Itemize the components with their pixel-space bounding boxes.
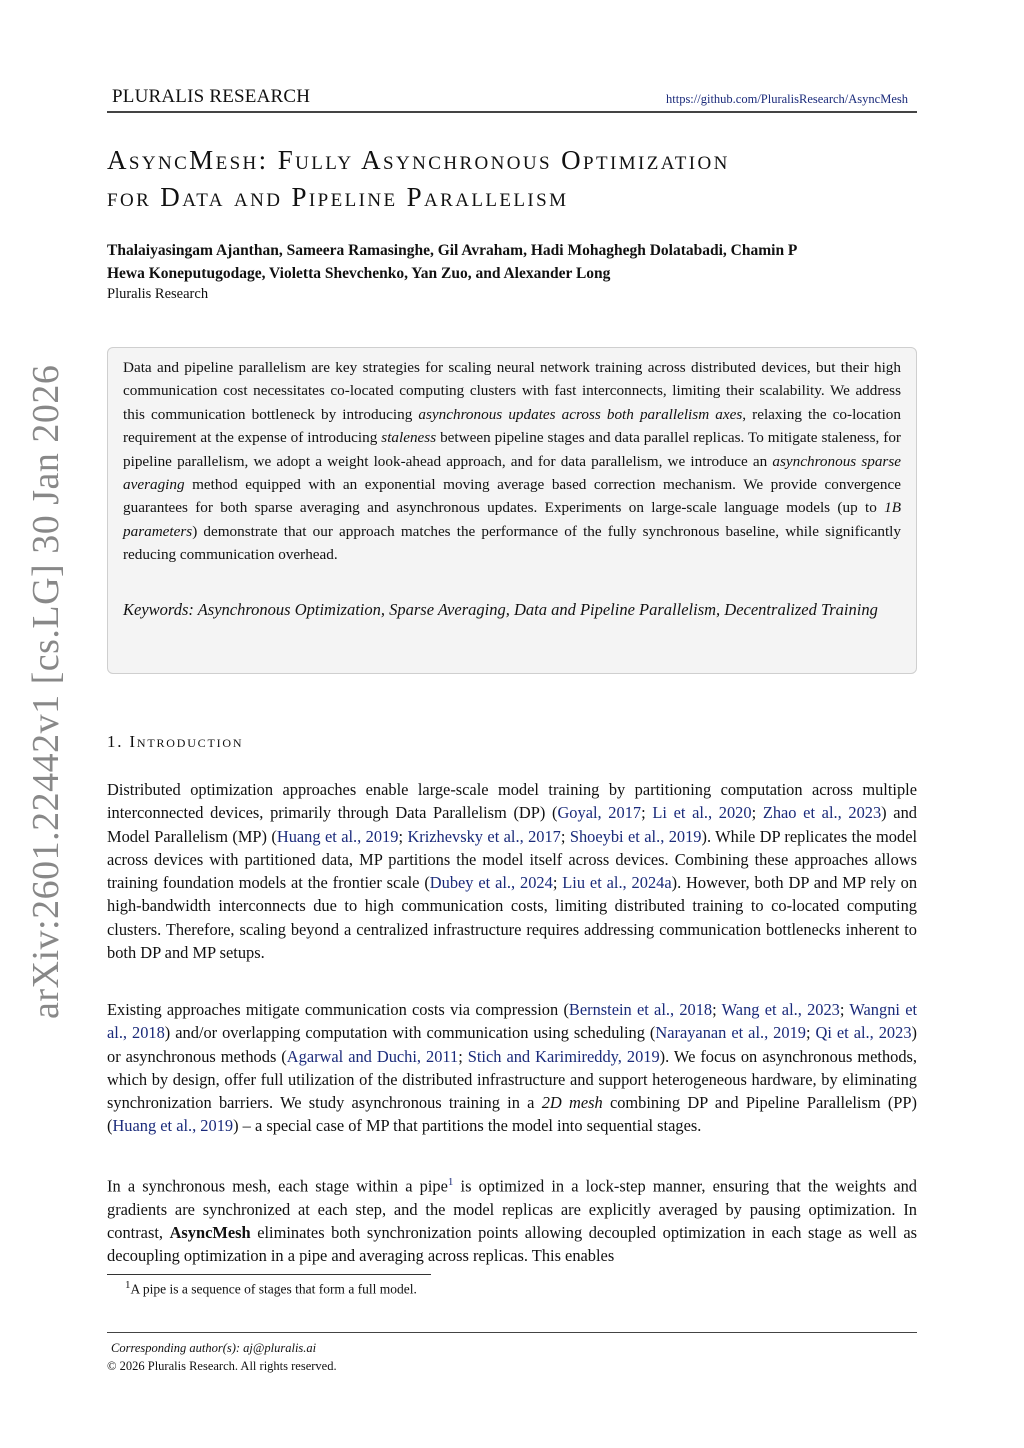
- authors-line-1: Thalaiyasingam Ajanthan, Sameera Ramasinghe, Gil Avraham, Hadi Mohaghegh Dolatabadi, Chamin P: [107, 242, 798, 259]
- footnote-rule: [107, 1274, 431, 1275]
- citation-link[interactable]: Stich and Karimireddy, 2019: [467, 1046, 660, 1066]
- intro-paragraph-2: Existing approaches mitigate communication costs via compression (Bernstein et al., 2018; Wang et al., 2023; Wangni et al., 2018) and/or overlapping computation with communication using scheduling (Narayanan et al., 2019; Qi et al., 2023) or asynchronous methods (Agarwal and Duchi, 2011; Stich and Karimireddy, 2019). We focus on asynchronous methods, which by design, offer full utilization of the distributed infrastructure and support heterogeneous hardware, by eliminating synchronization barriers. We study asynchronous training in a 2D mesh combining DP and Pipeline Parallelism (PP) (Huang et al., 2019) – a special case of MP that partitions the model into sequential stages.: [107, 1000, 918, 1136]
- citation-link[interactable]: Agarwal and Duchi, 2011: [286, 1046, 459, 1066]
- affiliation: Pluralis Research: [107, 286, 209, 302]
- citation-link[interactable]: Wang et al., 2023: [721, 1000, 840, 1019]
- citation-link[interactable]: Liu et al., 2024a: [562, 873, 672, 893]
- citation-link[interactable]: Krizhevsky et al., 2017: [407, 826, 561, 846]
- keywords: Keywords: Asynchronous Optimization, Sparse Averaging, Data and Pipeline Parallelism, Decentralized Training: [123, 599, 878, 619]
- citation-link[interactable]: Huang et al., 2019: [112, 1116, 234, 1136]
- citation-link[interactable]: Goyal, 2017: [557, 803, 642, 823]
- header-url-link[interactable]: https://github.com/PluralisResearch/AsyncMesh: [666, 92, 908, 106]
- citation-link[interactable]: Bernstein et al., 2018: [568, 1000, 713, 1019]
- citation-link[interactable]: Zhao et al., 2023: [762, 803, 882, 823]
- arxiv-side-stamp: arXiv:2601.22442v1 [cs.LG] 30 Jan 2026: [25, 364, 67, 1019]
- section-heading: 1. Introduction: [107, 732, 244, 751]
- citation-link[interactable]: Narayanan et al., 2019: [655, 1023, 806, 1043]
- header-rule: [107, 111, 917, 113]
- paper-title: [107, 142, 917, 216]
- citation-link[interactable]: Dubey et al., 2024: [429, 873, 553, 893]
- intro-paragraph-3: In a synchronous mesh, each stage within a pipe$^1$ is optimized in a lock-step manner, ensuring that the weights and gradients are synchronized at each step, and the model replicas are explicitly averaged by pausing optimization. In contrast, AsyncMesh eliminates both synchronization points allowing decoupled optimization in each stage as well as decoupling optimization in a pipe and averaging across replicas. This enables: [107, 1176, 917, 1266]
- citation-link[interactable]: Shoeybi et al., 2019: [569, 826, 702, 846]
- citation-link[interactable]: Qi et al., 2023: [815, 1023, 912, 1043]
- footer-rule: [107, 1332, 917, 1333]
- header-org: PLURALIS RESEARCH: [112, 86, 311, 107]
- title-line-1: AsyncMesh: Fully Asynchronous Optimization: [107, 145, 730, 175]
- author-list: [107, 239, 907, 285]
- intro-paragraph-1: Distributed optimization approaches enable large-scale model training by partitioning computation across multiple interconnected devices, primarily through Data Parallelism (DP) (Goyal, 2017; Li et al., 2020; Zhao et al., 2023) and Model Parallelism (MP) (Huang et al., 2019; Krizhevsky et al., 2017; Shoeybi et al., 2019). While DP replicates the model across devices with partitioned data, MP partitions the model itself across devices. Combining these approaches allows training foundation models at the frontier scale (Dubey et al., 2024; Liu et al., 2024a). However, both DP and MP rely on high-bandwidth interconnects due to high communication costs, limiting distributed training to co-located computing clusters. Therefore, scaling beyond a centralized infrastructure requires addressing communication bottlenecks inherent to both DP and MP setups.: [107, 780, 918, 963]
- title-line-2: for Data and Pipeline Parallelism: [107, 182, 569, 212]
- authors-line-2: Hewa Koneputugodage, Violetta Shevchenko, Yan Zuo, and Alexander Long: [107, 265, 611, 282]
- footnote: $^1$A pipe is a sequence of stages that form a full model.: [125, 1279, 417, 1297]
- citation-link[interactable]: Huang et al., 2019: [276, 826, 399, 846]
- footnote-marker[interactable]: 1: [447, 1176, 454, 1188]
- citation-link[interactable]: Li et al., 2020: [652, 803, 752, 823]
- abstract-box: [107, 347, 917, 674]
- copyright-notice: © 2026 Pluralis Research. All rights reserved.: [107, 1359, 337, 1373]
- citation-link[interactable]: Wangni et al., 2018: [107, 1000, 918, 1043]
- abstract-text: Data and pipeline parallelism are key strategies for scaling neural network training across distributed devices, but their high communication cost necessitates co-located computing clusters with fast interconnects, limiting their scalability. We address this communication bottleneck by introducing asynchronous updates across both parallelism axes, relaxing the co-location requirement at the expense of introducing staleness between pipeline stages and data parallel replicas. To mitigate staleness, for pipeline parallelism, we adopt a weight look-ahead approach, and for data parallelism, we introduce an asynchronous sparse averaging method equipped with an exponential moving average based correction mechanism. We provide convergence guarantees for both sparse averaging and asynchronous updates. Experiments on large-scale language models (up to 1B parameters) demonstrate that our approach matches the performance of the fully synchronous baseline, while significantly reducing communication overhead.: [123, 359, 901, 564]
- corresponding-author: Corresponding author(s): aj@pluralis.ai: [111, 1341, 317, 1355]
